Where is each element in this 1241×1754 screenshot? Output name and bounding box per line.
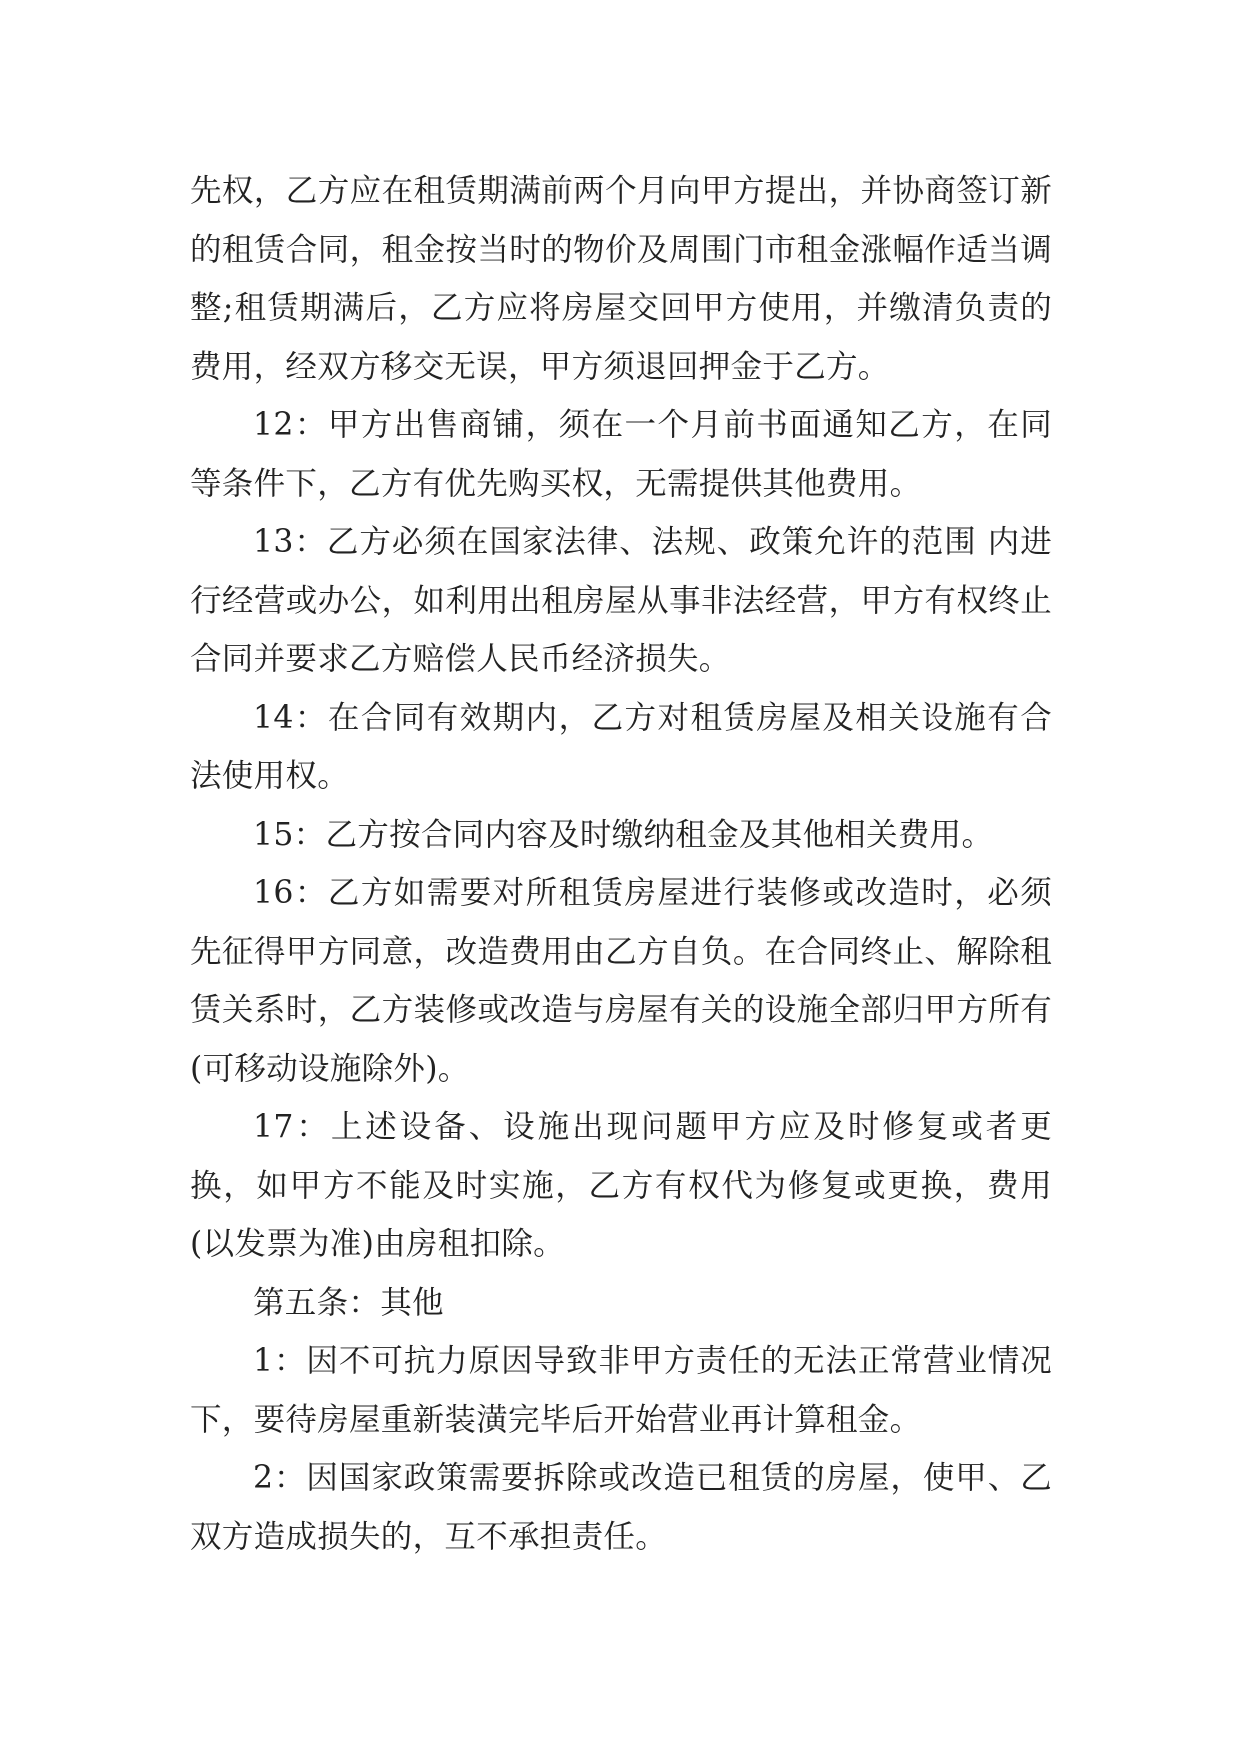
- paragraph-clause-13: 13：乙方必须在国家法律、法规、政策允许的范围 内进行经营或办公，如利用出租房屋从事非法经营，甲方有权终止合同并要求乙方赔偿人民币经济损失。: [190, 524, 1052, 677]
- paragraph-article-5-clause-2: 2：因国家政策需要拆除或改造已租赁的房屋，使甲、乙双方造成损失的，互不承担责任。: [190, 1460, 1052, 1555]
- paragraph-clause-16: 16：乙方如需要对所租赁房屋进行装修或改造时，必须先征得甲方同意，改造费用由乙方自负。在合同终止、解除租赁关系时，乙方装修或改造与房屋有关的设施全部归甲方所有(可移动设施除外)。: [190, 875, 1052, 1087]
- paragraph-clause-15: 15：乙方按合同内容及时缴纳租金及其他相关费用。: [253, 816, 994, 853]
- paragraph-continuation: 先权，乙方应在租赁期满前两个月向甲方提出，并协商签订新的租赁合同，租金按当时的物价及周围门市租金涨幅作适当调整;租赁期满后，乙方应将房屋交回甲方使用，并缴清负责的费用，经双方移交无误，甲方须退回押金于乙方。: [190, 173, 1052, 385]
- paragraph-clause-17: 17：上述设备、设施出现问题甲方应及时修复或者更换，如甲方不能及时实施，乙方有权代为修复或更换，费用(以发票为准)由房租扣除。: [190, 1109, 1052, 1262]
- paragraph-clause-14: 14：在合同有效期内，乙方对租赁房屋及相关设施有合法使用权。: [190, 699, 1052, 794]
- document-body: [190, 162, 1052, 1566]
- paragraph-article-5-clause-1: 1：因不可抗力原因导致非甲方责任的无法正常营业情况下，要待房屋重新装潢完毕后开始营业再计算租金。: [190, 1343, 1052, 1438]
- paragraph-clause-12: 12：甲方出售商铺，须在一个月前书面通知乙方，在同等条件下，乙方有优先购买权，无需提供其他费用。: [190, 407, 1052, 502]
- section-heading-article-5: 第五条：其他: [253, 1284, 444, 1321]
